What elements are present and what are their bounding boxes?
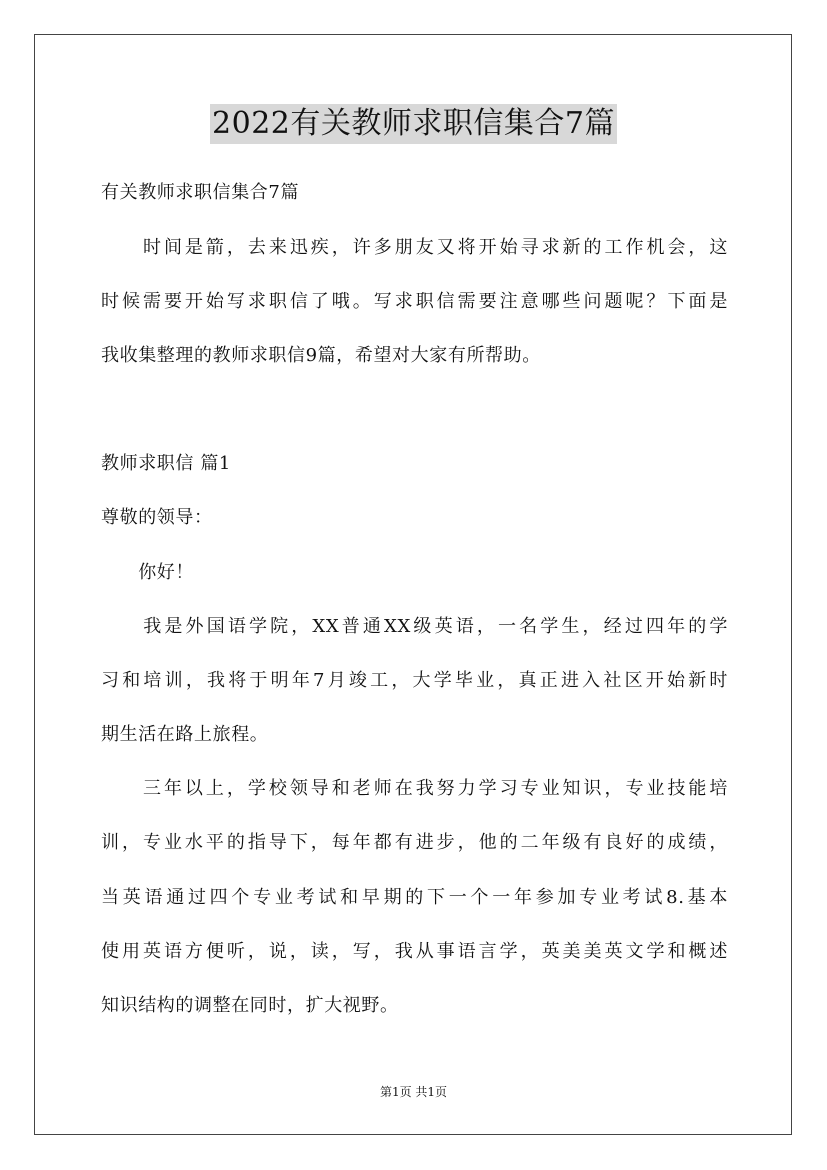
- page-footer: 第1页 共1页: [379, 1085, 448, 1099]
- title-container: [0, 104, 827, 144]
- body-line: 习和培训，我将于明年7月竣工，大学毕业，真正进入社区开始新时: [101, 670, 728, 691]
- greeting: 你好！: [101, 562, 194, 583]
- body-line: 知识结构的调整在同时，扩大视野。: [101, 995, 399, 1016]
- body-line: 三年以上，学校领导和老师在我努力学习专业知识，专业技能培: [101, 778, 728, 799]
- body-line: 时候需要开始写求职信了哦。写求职信需要注意哪些问题呢？下面是: [101, 291, 728, 312]
- body-line: 时间是箭，去来迅疾，许多朋友又将开始寻求新的工作机会，这: [101, 237, 728, 258]
- body-line: 我是外国语学院，XX普通XX级英语，一名学生，经过四年的学: [101, 616, 728, 637]
- subtitle-line: 有关教师求职信集合7篇: [101, 182, 300, 203]
- body-line: 使用英语方便听，说，读，写，我从事语言学，英美美英文学和概述: [101, 941, 728, 962]
- salutation: 尊敬的领导：: [101, 507, 213, 528]
- document-title: 2022有关教师求职信集合7篇: [210, 104, 617, 144]
- body-line: 训，专业水平的指导下，每年都有进步，他的二年级有良好的成绩，: [101, 832, 728, 853]
- body-line: 当英语通过四个专业考试和早期的下一个一年参加专业考试8.基本: [101, 887, 728, 908]
- body-line: 我收集整理的教师求职信9篇，希望对大家有所帮助。: [101, 345, 541, 366]
- section-heading: 教师求职信 篇1: [101, 453, 231, 474]
- body-line: 期生活在路上旅程。: [101, 724, 269, 745]
